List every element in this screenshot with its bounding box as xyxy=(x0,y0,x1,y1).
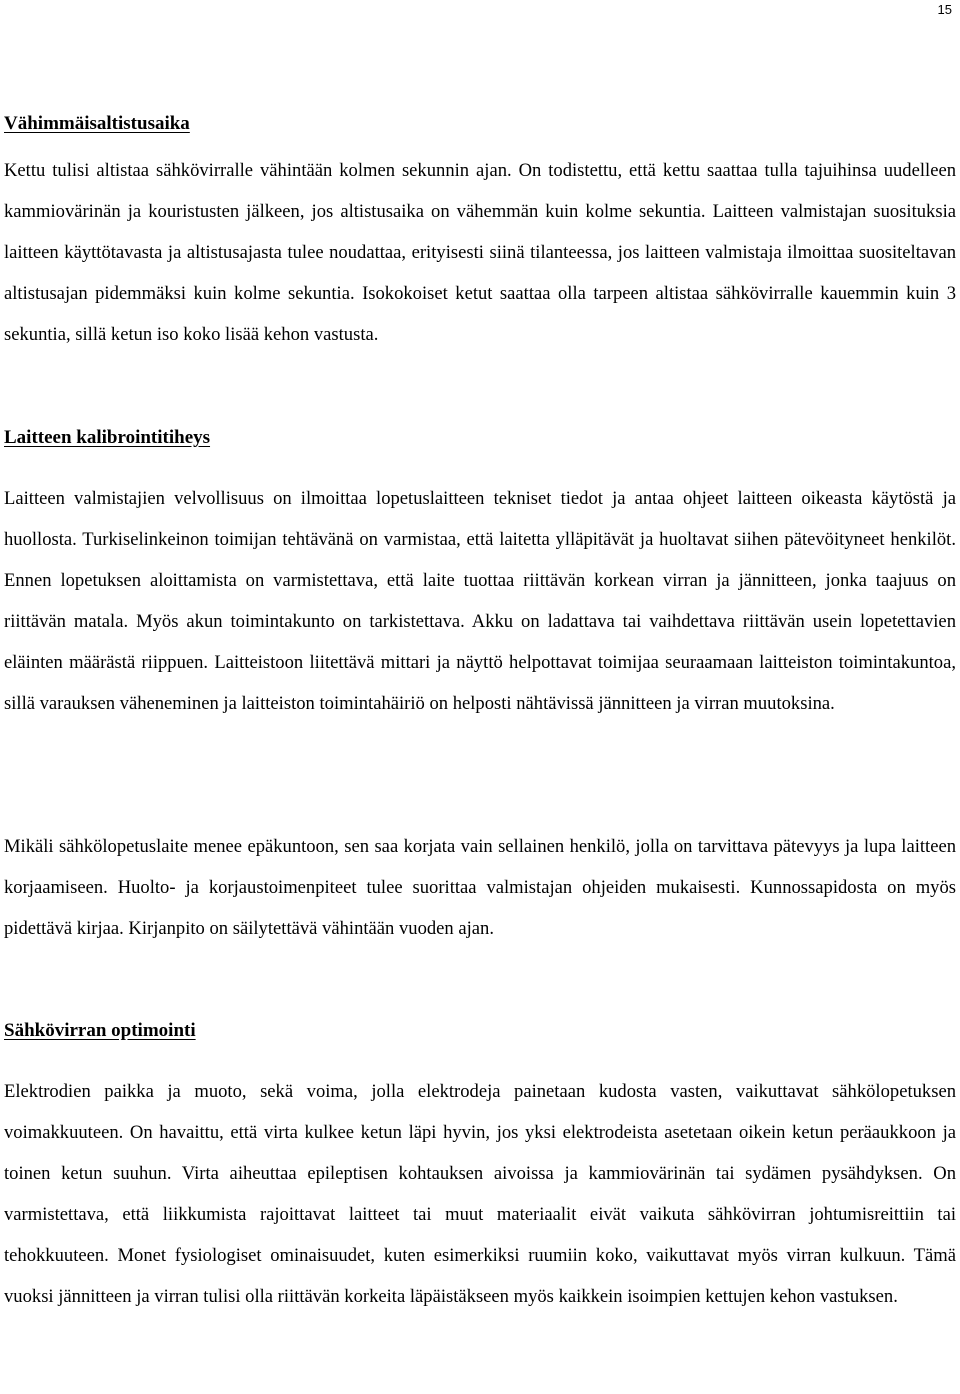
section-heading-minimum-exposure-time: Vähimmäisaltistusaika xyxy=(4,113,190,134)
section-heading-calibration-frequency: Laitteen kalibrointitiheys xyxy=(4,427,211,448)
paragraph-calibration-frequency-1: Laitteen valmistajien velvollisuus on ilmoittaa lopetuslaitteen tekniset tiedot ja antaa ohjeet laitteen oikeasta käytöstä ja huollosta. Turkiselinkeinon toimijan tehtävänä on varmistaa, että laitetta ylläpitävät ja huoltavat siihen pätevöityneet henkilöt. Ennen lopetuksen aloittamista on varmistettava, että laite tuottaa riittävän korkean virran ja jännitteen, jonka taajuus on riittävän matala. Myös akun toimintakunto on tarkistettava. Akku on ladattava tai vaihdettava riittävän usein lopetettavien eläinten määrästä riippuen. Laitteistoon liitettävä mittari ja näyttö helpottavat toimijaa seuraamaan laitteiston toimintakuntoa, sillä varauksen väheneminen ja laitteiston toimintahäiriö on helposti nähtävissä jännitteen ja virran muutoksina. xyxy=(4,488,956,714)
section-heading-current-optimization: Sähkövirran optimointi xyxy=(4,1020,196,1041)
page-number: 15 xyxy=(937,2,952,17)
paragraph-current-optimization: Elektrodien paikka ja muoto, sekä voima, jolla elektrodeja painetaan kudosta vasten, vaikuttavat sähkölopetuksen voimakkuuteen. On havaittu, että virta kulkee ketun läpi hyvin, jos yksi elektrodeista asetetaan oikein ketun peräaukkoon ja toinen ketun suuhun. Virta aiheuttaa epileptisen kohtauksen aivoissa ja kammiovärinän tai sydämen pysähdyksen. On varmistettava, että liikkumista rajoittavat laitteet tai muut materiaalit eivät vaikuta sähkövirran johtumisreittiin tai tehokkuuteen. Monet fysiologiset ominaisuudet, kuten esimerkiksi ruumiin koko, vaikuttavat myös virran kulkuun. Tämä vuoksi jännitteen ja virran tulisi olla riittävän korkeita läpäistäkseen myös kaikkein isoimpien kettujen kehon vastuksen. xyxy=(4,1081,956,1307)
paragraph-calibration-frequency-2: Mikäli sähkölopetuslaite menee epäkuntoon, sen saa korjata vain sellainen henkilö, jolla on tarvittava pätevyys ja lupa laitteen korjaamiseen. Huolto- ja korjaustoimenpiteet tulee suorittaa valmistajan ohjeiden mukaisesti. Kunnossapidosta on myös pidettävä kirjaa. Kirjanpito on säilytettävä vähintään vuoden ajan. xyxy=(4,836,956,939)
paragraph-minimum-exposure-time: Kettu tulisi altistaa sähkövirralle vähintään kolmen sekunnin ajan. On todistettu, että kettu saattaa tulla tajuihinsa uudelleen kammiovärinän ja kouristusten jälkeen, jos altistusaika on vähemmän kuin kolme sekuntia. Laitteen valmistajan suosituksia laitteen käyttötavasta ja altistusajasta tulee noudattaa, erityisesti siinä tilanteessa, jos laitteen valmistaja ilmoittaa suositeltavan altistusajan pidemmäksi kuin kolme sekuntia. Isokokoiset ketut saattaa olla tarpeen altistaa sähkövirralle kauemmin kuin 3 sekuntia, sillä ketun iso koko lisää kehon vastusta. xyxy=(4,160,956,345)
